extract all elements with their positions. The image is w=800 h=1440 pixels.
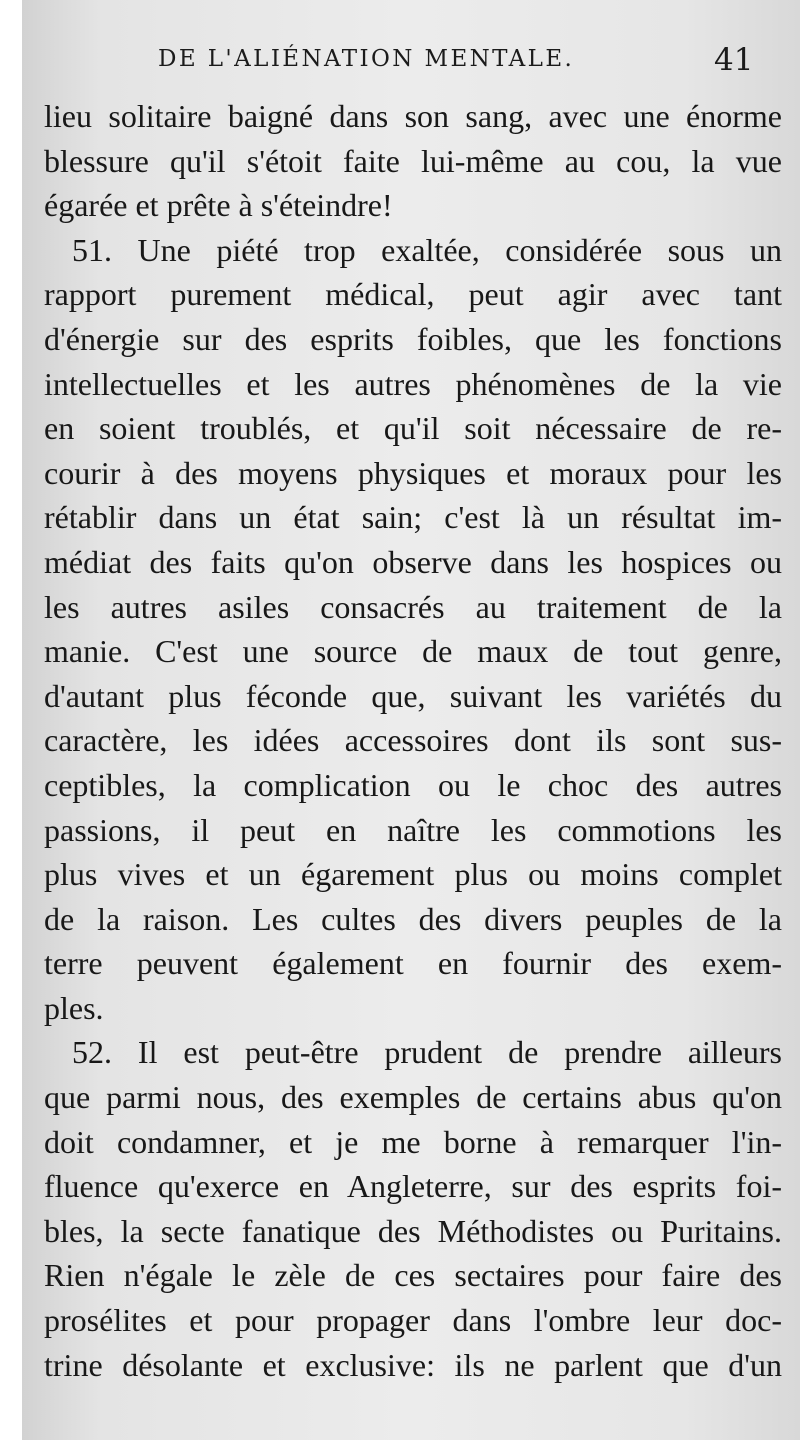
text-line: fluence qu'exerce en Angleterre, sur des esprits foi- [44,1168,782,1205]
text-line: trine désolante et exclusive: ils ne parlent que d'un [44,1346,782,1383]
text-line: d'énergie sur des esprits foibles, que les fonctions [44,320,782,357]
text-line: ples. [44,989,104,1026]
text-line: égarée et prête à s'éteindre! [44,187,393,224]
text-line: terre peuvent également en fournir des exem- [44,945,782,982]
text-line: 52. Il est peut-être prudent de prendre ailleurs [72,1034,782,1071]
text-line: rétablir dans un état sain; c'est là un résultat im- [44,499,782,536]
text-line: de la raison. Les cultes des divers peuples de la [44,900,782,937]
text-line: Rien n'égale le zèle de ces sectaires pour faire des [44,1257,782,1294]
text-line: caractère, les idées accessoires dont ils sont sus- [44,722,782,759]
text-line: blessure qu'il s'étoit faite lui-même au cou, la vue [44,142,782,179]
text-line: plus vives et un égarement plus ou moins complet [44,856,782,893]
text-line: les autres asiles consacrés au traitement de la [44,588,782,625]
text-line: passions, il peut en naître les commotions les [44,811,782,848]
text-line: médiat des faits qu'on observe dans les hospices ou [44,543,782,580]
text-line: doit condamner, et je me borne à remarquer l'in- [44,1123,782,1160]
text-line: bles, la secte fanatique des Méthodistes ou Puritains. [44,1212,782,1249]
text-line: 51. Une piété trop exaltée, considérée sous un [72,231,782,268]
text-line: intellectuelles et les autres phénomènes de la vie [44,365,782,402]
running-head-title: DE L'ALIÉNATION MENTALE. [158,46,575,72]
running-head [22,42,800,86]
text-line: prosélites et pour propager dans l'ombre leur doc- [44,1302,782,1339]
text-line: que parmi nous, des exemples de certains abus qu'on [44,1079,782,1116]
text-line: ceptibles, la complication ou le choc des autres [44,766,782,803]
page-number: 41 [714,42,754,78]
text-line: d'autant plus féconde que, suivant les variétés du [44,677,782,714]
book-page [22,0,800,1440]
text-line: lieu solitaire baigné dans son sang, avec une énorme [44,98,782,134]
text-line: rapport purement médical, peut agir avec tant [44,276,782,313]
text-line: manie. C'est une source de maux de tout genre, [44,633,782,670]
text-line: courir à des moyens physiques et moraux pour les [44,454,782,491]
body-text [44,94,782,1387]
scan-left-margin [0,0,22,1440]
text-line: en soient troublés, et qu'il soit nécessaire de re- [44,410,782,447]
